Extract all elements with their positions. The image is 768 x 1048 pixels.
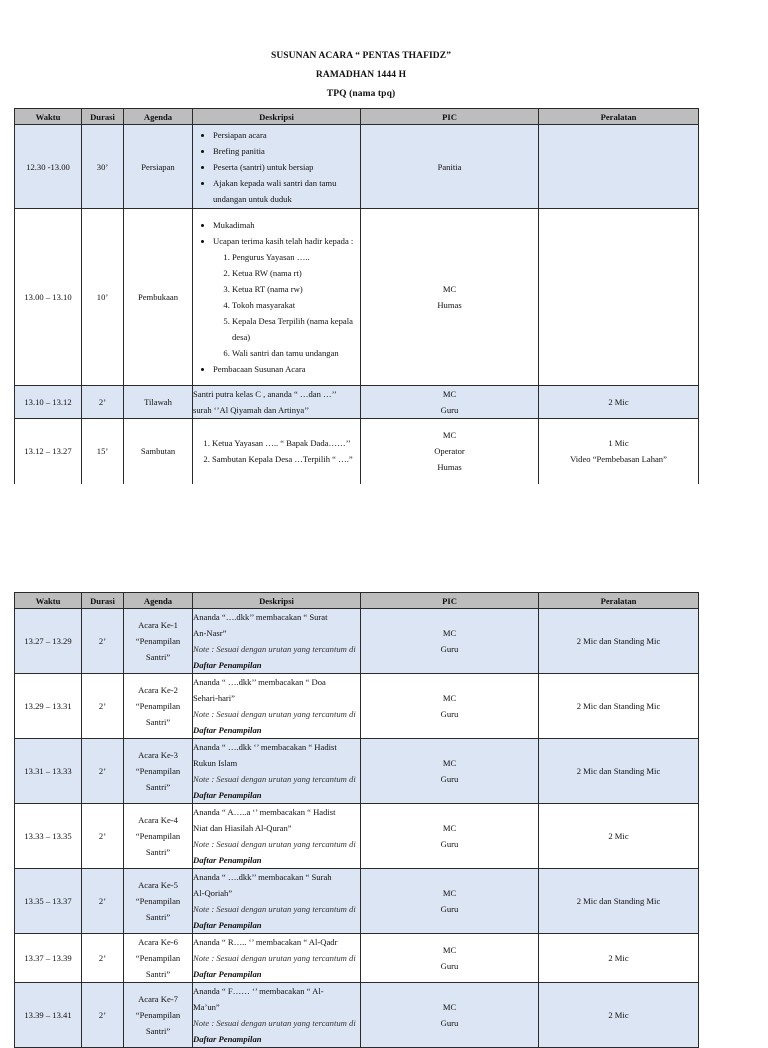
cell-durasi: 2’	[82, 674, 124, 739]
header-deskripsi: Deskripsi	[193, 593, 361, 609]
note-prefix: Note : Sesuai dengan urutan yang tercantum di	[193, 953, 356, 963]
pic-line: MC	[442, 693, 457, 703]
cell-deskripsi	[193, 125, 361, 209]
cell-agenda: Tilawah	[124, 386, 193, 419]
agenda-line: “Penampilan	[135, 831, 181, 841]
cell-agenda: Sambutan	[124, 419, 193, 484]
cell-peralatan	[539, 125, 699, 209]
cell-pic	[361, 209, 539, 386]
agenda-line: “Penampilan	[135, 953, 181, 963]
agenda-line: Acara Ke-6	[138, 937, 178, 947]
table-row	[15, 739, 699, 804]
pic-line: MC	[442, 628, 457, 638]
agenda-line: “Penampilan	[135, 896, 181, 906]
agenda-table-1	[14, 108, 699, 484]
description-line: Ma’un”	[193, 1002, 220, 1012]
cell-peralatan: 2 Mic dan Standing Mic	[539, 739, 699, 804]
list-item: 5. Kepala Desa Terpilih (nama kepala desa)	[232, 313, 360, 345]
cell-durasi: 15’	[82, 419, 124, 484]
cell-peralatan: 2 Mic	[539, 983, 699, 1048]
note-text	[193, 641, 360, 673]
cell-peralatan: 2 Mic dan Standing Mic	[539, 609, 699, 674]
agenda-line: Santri”	[145, 652, 171, 662]
invitee-numbered-list	[213, 249, 360, 361]
cell-waktu: 13.39 – 13.41	[15, 983, 82, 1048]
agenda-line: “Penampilan	[135, 701, 181, 711]
pic-line: Humas	[437, 462, 462, 473]
agenda-table-2	[14, 592, 699, 1048]
cell-pic	[361, 869, 539, 934]
list-item: 6. Wali santri dan tamu undangan	[232, 345, 360, 361]
list-item: • Brefing panitia	[213, 143, 360, 159]
pic-line: Humas	[437, 300, 462, 310]
agenda-line: “Penampilan	[135, 766, 181, 776]
cell-pic	[361, 674, 539, 739]
cell-pic	[361, 739, 539, 804]
description-line: Santri putra kelas C , ananda “ …dan …’’	[193, 389, 337, 399]
cell-durasi: 10’	[82, 209, 124, 386]
description-line: Niat dan Hiasilah Al-Quran”	[193, 823, 292, 833]
cell-deskripsi	[193, 386, 361, 419]
header-waktu: Waktu	[15, 593, 82, 609]
cell-waktu: 13.00 – 13.10	[15, 209, 82, 386]
cell-durasi: 2’	[82, 609, 124, 674]
table-row	[15, 609, 699, 674]
agenda-line: Santri”	[145, 1026, 171, 1036]
speech-numbered-list	[193, 435, 360, 467]
table-row	[15, 934, 699, 983]
pic-line: Operator	[434, 446, 465, 457]
header-durasi: Durasi	[82, 593, 124, 609]
pic-line: Guru	[440, 839, 459, 849]
cell-deskripsi	[193, 869, 361, 934]
list-item: 2. Ketua RW (nama rt)	[232, 265, 360, 281]
description-line: Ananda “ A…..a ‘’ membacakan “ Hadist	[193, 807, 336, 817]
agenda-line: Acara Ke-5	[138, 880, 178, 890]
note-text	[193, 901, 360, 933]
cell-pic	[361, 934, 539, 983]
pic-line: Guru	[440, 961, 459, 971]
cell-pic: Panitia	[361, 125, 539, 209]
cell-deskripsi	[193, 609, 361, 674]
list-item: • Pembacaan Susunan Acara	[213, 361, 360, 377]
cell-deskripsi	[193, 419, 361, 484]
cell-deskripsi	[193, 983, 361, 1048]
cell-durasi: 2’	[82, 386, 124, 419]
description-line: Ananda “ ….dkk’’ membacakan “ Surah	[193, 872, 332, 882]
cell-waktu: 13.33 – 13.35	[15, 804, 82, 869]
header-deskripsi: Deskripsi	[193, 109, 361, 125]
table-row	[15, 804, 699, 869]
cell-agenda	[124, 869, 193, 934]
cell-waktu: 12.30 -13.00	[15, 125, 82, 209]
pic-line: Guru	[440, 644, 459, 654]
note-reference: Daftar Penampilan	[193, 790, 262, 800]
header-peralatan: Peralatan	[539, 109, 699, 125]
pic-line: Guru	[440, 774, 459, 784]
cell-peralatan: 2 Mic dan Standing Mic	[539, 674, 699, 739]
document-subtitle: RAMADHAN 1444 H	[315, 70, 407, 80]
header-peralatan: Peralatan	[539, 593, 699, 609]
header-durasi: Durasi	[82, 109, 124, 125]
equipment-line: 1 Mic	[608, 438, 629, 449]
cell-deskripsi	[193, 739, 361, 804]
description-line: Ananda “ ….dkk’’ membacakan “ Doa	[193, 677, 326, 687]
table-row	[15, 674, 699, 739]
description-line: An-Nasr”	[193, 628, 227, 638]
description-line: surah ‘’Al Qiyamah dan Artinya’’	[193, 405, 310, 415]
cell-durasi: 2’	[82, 934, 124, 983]
cell-durasi: 2’	[82, 869, 124, 934]
agenda-line: Santri”	[145, 912, 171, 922]
cell-agenda: Pembukaan	[124, 209, 193, 386]
document-title-block	[0, 47, 722, 104]
document-organization: TPQ (nama tpq)	[326, 89, 396, 99]
list-item: • Persiapan acara	[213, 127, 360, 143]
cell-agenda	[124, 804, 193, 869]
list-item: 3. Ketua RT (nama rw)	[232, 281, 360, 297]
note-reference: Daftar Penampilan	[193, 855, 262, 865]
table-row	[15, 386, 699, 419]
list-item: 4. Tokoh masyarakat	[232, 297, 360, 313]
cell-pic	[361, 386, 539, 419]
note-prefix: Note : Sesuai dengan urutan yang tercantum di	[193, 774, 356, 784]
agenda-line: “Penampilan	[135, 1010, 181, 1020]
list-item-text: Ucapan terima kasih telah hadir kepada :	[213, 236, 354, 246]
cell-waktu: 13.10 – 13.12	[15, 386, 82, 419]
description-line: Sehari-hari”	[193, 693, 235, 703]
description-line: Rukun Islam	[193, 758, 238, 768]
list-item: 2. Sambutan Kepala Desa …Terpilih “ ….”	[212, 451, 360, 467]
table-row	[15, 419, 699, 484]
cell-agenda	[124, 674, 193, 739]
agenda-line: Acara Ke-4	[138, 815, 178, 825]
table-row	[15, 983, 699, 1048]
cell-peralatan	[539, 209, 699, 386]
note-prefix: Note : Sesuai dengan urutan yang tercantum di	[193, 1018, 356, 1028]
pic-line: MC	[442, 888, 457, 898]
list-item: 1. Ketua Yayasan ….. “ Bapak Dada……’’	[212, 435, 360, 451]
document-title: SUSUNAN ACARA “ PENTAS THAFIDZ”	[270, 51, 452, 61]
note-text	[193, 706, 360, 738]
cell-deskripsi	[193, 209, 361, 386]
description-line: Al-Qoriah”	[193, 888, 233, 898]
note-text	[193, 950, 360, 982]
pic-line: MC	[442, 758, 457, 768]
agenda-line: Acara Ke-3	[138, 750, 178, 760]
cell-peralatan	[539, 419, 699, 484]
pic-line: MC	[442, 1002, 457, 1012]
agenda-line: Acara Ke-2	[138, 685, 178, 695]
header-waktu: Waktu	[15, 109, 82, 125]
cell-agenda	[124, 609, 193, 674]
cell-agenda	[124, 934, 193, 983]
cell-waktu: 13.12 – 13.27	[15, 419, 82, 484]
note-text	[193, 771, 360, 803]
cell-pic	[361, 419, 539, 484]
cell-peralatan: 2 Mic	[539, 804, 699, 869]
header-pic: PIC	[361, 593, 539, 609]
agenda-line: Acara Ke-7	[138, 994, 178, 1004]
cell-durasi: 30’	[82, 125, 124, 209]
header-agenda: Agenda	[124, 109, 193, 125]
pic-line: Guru	[440, 709, 459, 719]
table-header-row	[15, 593, 699, 609]
table-row	[15, 869, 699, 934]
cell-pic	[361, 609, 539, 674]
pic-line: Guru	[440, 1018, 459, 1028]
cell-waktu: 13.35 – 13.37	[15, 869, 82, 934]
description-bullet-list	[193, 217, 360, 377]
list-item: • Mukadimah	[213, 217, 360, 233]
note-reference: Daftar Penampilan	[193, 1034, 262, 1044]
list-item: • Ajakan kepada wali santri dan tamu undangan untuk duduk	[213, 175, 360, 207]
cell-waktu: 13.37 – 13.39	[15, 934, 82, 983]
pic-line: MC	[442, 945, 457, 955]
cell-pic	[361, 804, 539, 869]
cell-agenda	[124, 983, 193, 1048]
pic-line: MC	[442, 389, 457, 399]
cell-agenda: Persiapan	[124, 125, 193, 209]
agenda-line: Santri”	[145, 969, 171, 979]
description-line: Ananda “ R….. ‘’ membacakan “ Al-Qadr	[193, 937, 338, 947]
agenda-line: Santri”	[145, 717, 171, 727]
table-row	[15, 209, 699, 386]
description-line: Ananda “….dkk’’ membacakan “ Surat	[193, 612, 328, 622]
note-prefix: Note : Sesuai dengan urutan yang tercantum di	[193, 644, 356, 654]
agenda-line: Santri”	[145, 847, 171, 857]
header-agenda: Agenda	[124, 593, 193, 609]
cell-durasi: 2’	[82, 804, 124, 869]
cell-agenda	[124, 739, 193, 804]
pic-line: MC	[442, 823, 457, 833]
agenda-line: Santri”	[145, 782, 171, 792]
pic-line: Guru	[440, 405, 459, 415]
pic-line: Guru	[440, 904, 459, 914]
agenda-line: Acara Ke-1	[138, 620, 178, 630]
cell-deskripsi	[193, 804, 361, 869]
cell-peralatan: 2 Mic dan Standing Mic	[539, 869, 699, 934]
list-item	[213, 233, 360, 361]
agenda-line: “Penampilan	[135, 636, 181, 646]
note-reference: Daftar Penampilan	[193, 725, 262, 735]
cell-deskripsi	[193, 934, 361, 983]
note-text	[193, 836, 360, 868]
header-pic: PIC	[361, 109, 539, 125]
note-reference: Daftar Penampilan	[193, 969, 262, 979]
pic-line: MC	[442, 284, 457, 294]
note-reference: Daftar Penampilan	[193, 920, 262, 930]
cell-deskripsi	[193, 674, 361, 739]
note-prefix: Note : Sesuai dengan urutan yang tercantum di	[193, 709, 356, 719]
description-line: Ananda “ ….dkk ‘’ membacakan “ Hadist	[193, 742, 337, 752]
cell-peralatan: 2 Mic	[539, 934, 699, 983]
cell-waktu: 13.27 – 13.29	[15, 609, 82, 674]
table-row	[15, 125, 699, 209]
note-prefix: Note : Sesuai dengan urutan yang tercantum di	[193, 839, 356, 849]
note-reference: Daftar Penampilan	[193, 660, 262, 670]
table-header-row	[15, 109, 699, 125]
cell-waktu: 13.29 – 13.31	[15, 674, 82, 739]
cell-waktu: 13.31 – 13.33	[15, 739, 82, 804]
equipment-line: Video “Pembebasan Lahan”	[570, 454, 667, 465]
list-item: 1. Pengurus Yayasan …..	[232, 249, 360, 265]
cell-durasi: 2’	[82, 983, 124, 1048]
pic-line: MC	[442, 430, 457, 441]
cell-durasi: 2’	[82, 739, 124, 804]
note-prefix: Note : Sesuai dengan urutan yang tercantum di	[193, 904, 356, 914]
cell-pic	[361, 983, 539, 1048]
list-item: • Peserta (santri) untuk bersiap	[213, 159, 360, 175]
note-text	[193, 1015, 360, 1047]
performance-rows	[15, 609, 699, 1048]
description-line: Ananda “ F…… ‘’ membacakan “ Al-	[193, 986, 324, 996]
cell-peralatan: 2 Mic	[539, 386, 699, 419]
description-bullet-list	[193, 127, 360, 207]
